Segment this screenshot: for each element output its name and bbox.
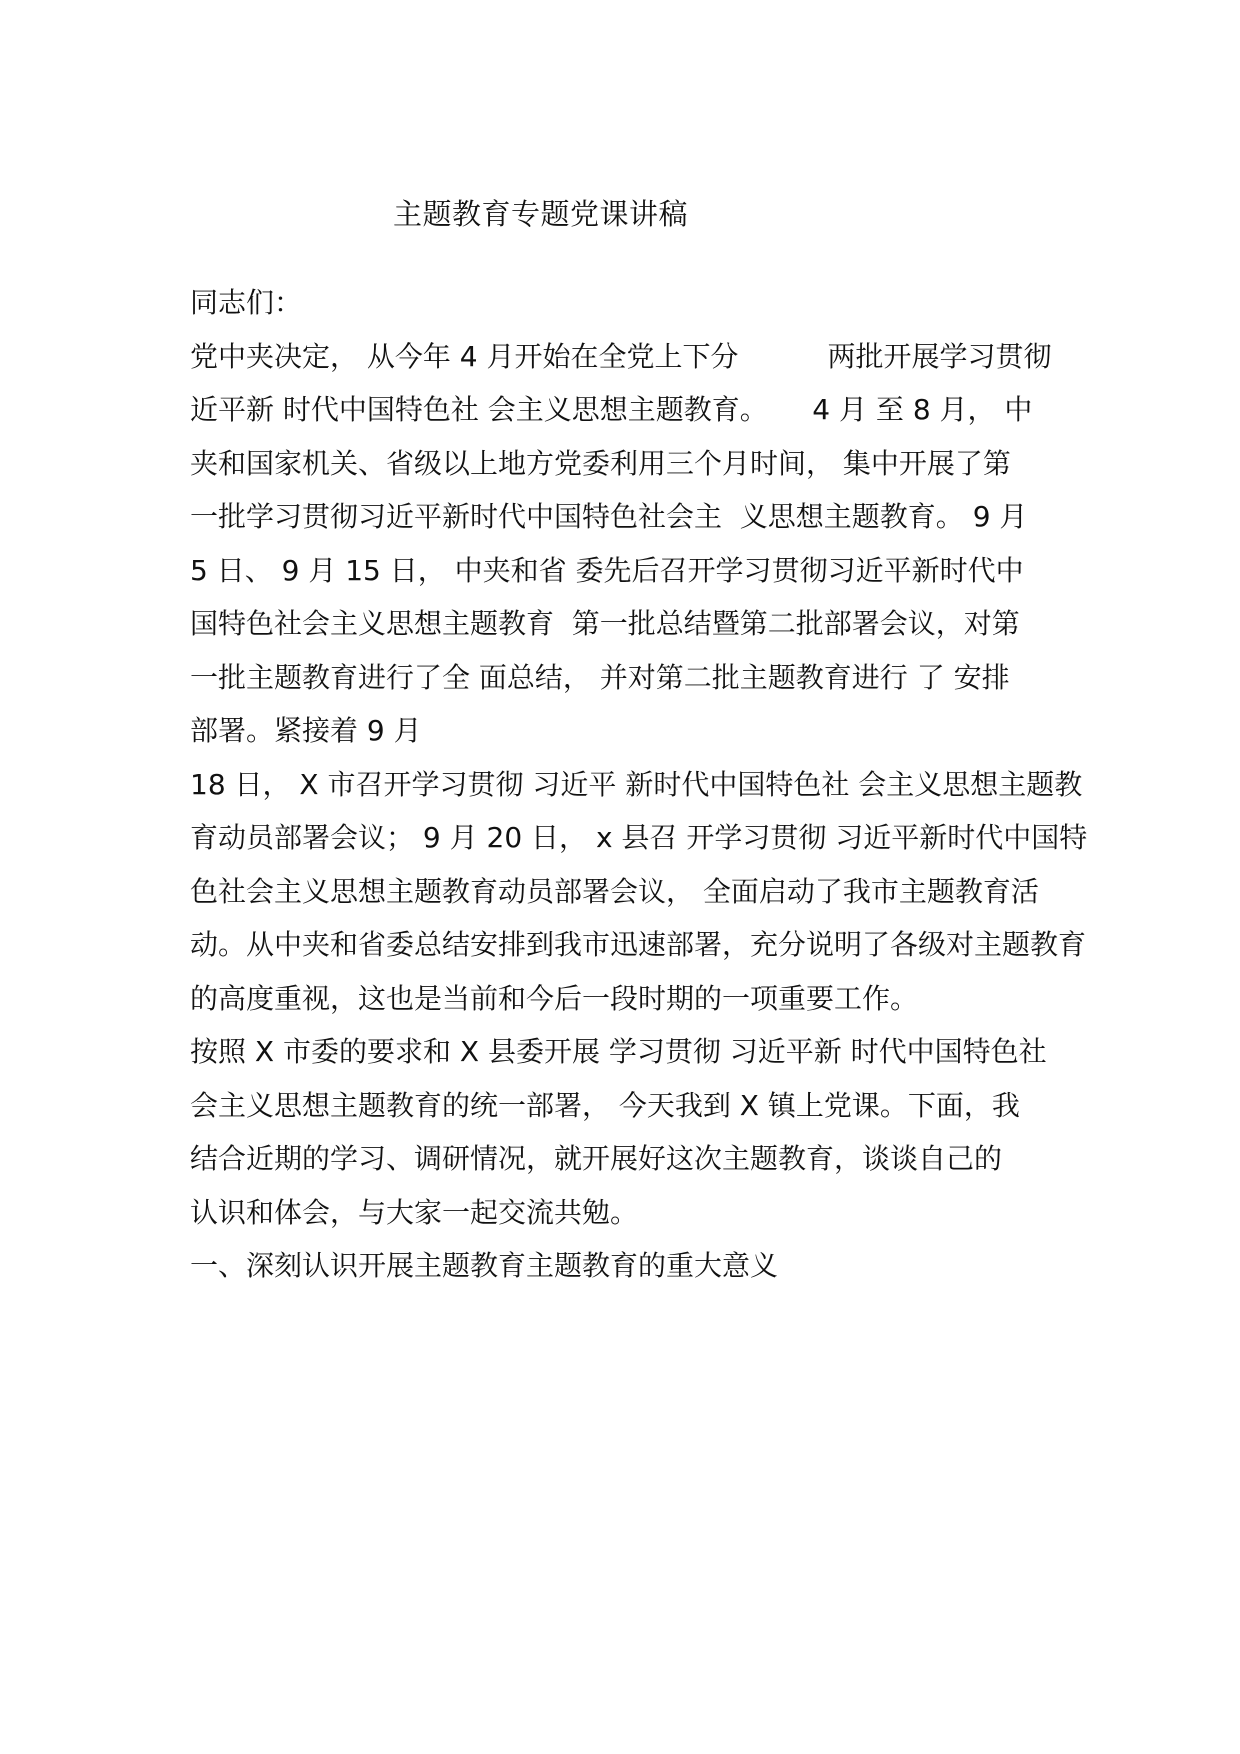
paragraph-2-line-2: 育动员部署会议； 9 月 20 日， x 县召 开学习贯彻 习近平新时代中国特 [190,821,1088,854]
paragraph-3-line-1: 按照 X 市委的要求和 X 县委开展 学习贯彻 习近平新 时代中国特色社 [190,1035,1047,1068]
paragraph-1-line-2: 近平新 时代中国特色社 会主义思想主题教育。 4 月 至 8 月， 中 [190,393,1033,426]
document-title: 主题教育专题党课讲稿 [393,197,689,231]
section-heading: 一、深刻认识开展主题教育主题教育的重大意义 [190,1249,779,1282]
paragraph-2-line-5: 的高度重视，这也是当前和今后一段时期的一项重要工作。 [190,981,919,1015]
paragraph-1-line-4: 一批学习贯彻习近平新时代中国特色社会主 义思想主题教育。 9 月 [190,500,1028,533]
paragraph-1-line-8: 部署。紧接着 9 月 [190,714,422,747]
paragraph-3-line-2: 会主义思想主题教育的统一部署， 今天我到 X 镇上党课。下面，我 [190,1088,1020,1122]
greeting: 同志们： [190,286,303,319]
document-body [190,276,1088,1293]
paragraph-1-line-3: 夹和国家机关、省级以上地方党委利用三个月时间， 集中开展了第 [190,446,1011,480]
paragraph-1-line-7: 一批主题教育进行了全 面总结， 并对第二批主题教育进行 了 安排 [190,660,1010,694]
paragraph-2-line-1: 18 日， X 市召开学习贯彻 习近平 新时代中国特色社 会主义思想主题教 [190,767,1083,801]
paragraph-3-line-4: 认识和体会，与大家一起交流共勉。 [190,1195,639,1229]
paragraph-1-line-5: 5 日、 9 月 15 日， 中夹和省 委先后召开学习贯彻习近平新时代中 [190,553,1024,587]
paragraph-1-line-6: 国特色社会主义思想主题教育 第一批总结暨第二批部署会议，对第 [190,607,1020,640]
paragraph-1-line-1: 党中夹决定， 从今年 4 月开始在全党上下分 两批开展学习贯彻 [190,339,1052,373]
paragraph-2-line-3: 色社会主义思想主题教育动员部署会议， 全面启动了我市主题教育活 [190,874,1039,908]
paragraph-2-line-4: 动。从中夹和省委总结安排到我市迅速部署，充分说明了各级对主题教育 [190,928,1087,961]
paragraph-3-line-3: 结合近期的学习、调研情况，就开展好这次主题教育，谈谈自己的 [190,1142,1003,1175]
